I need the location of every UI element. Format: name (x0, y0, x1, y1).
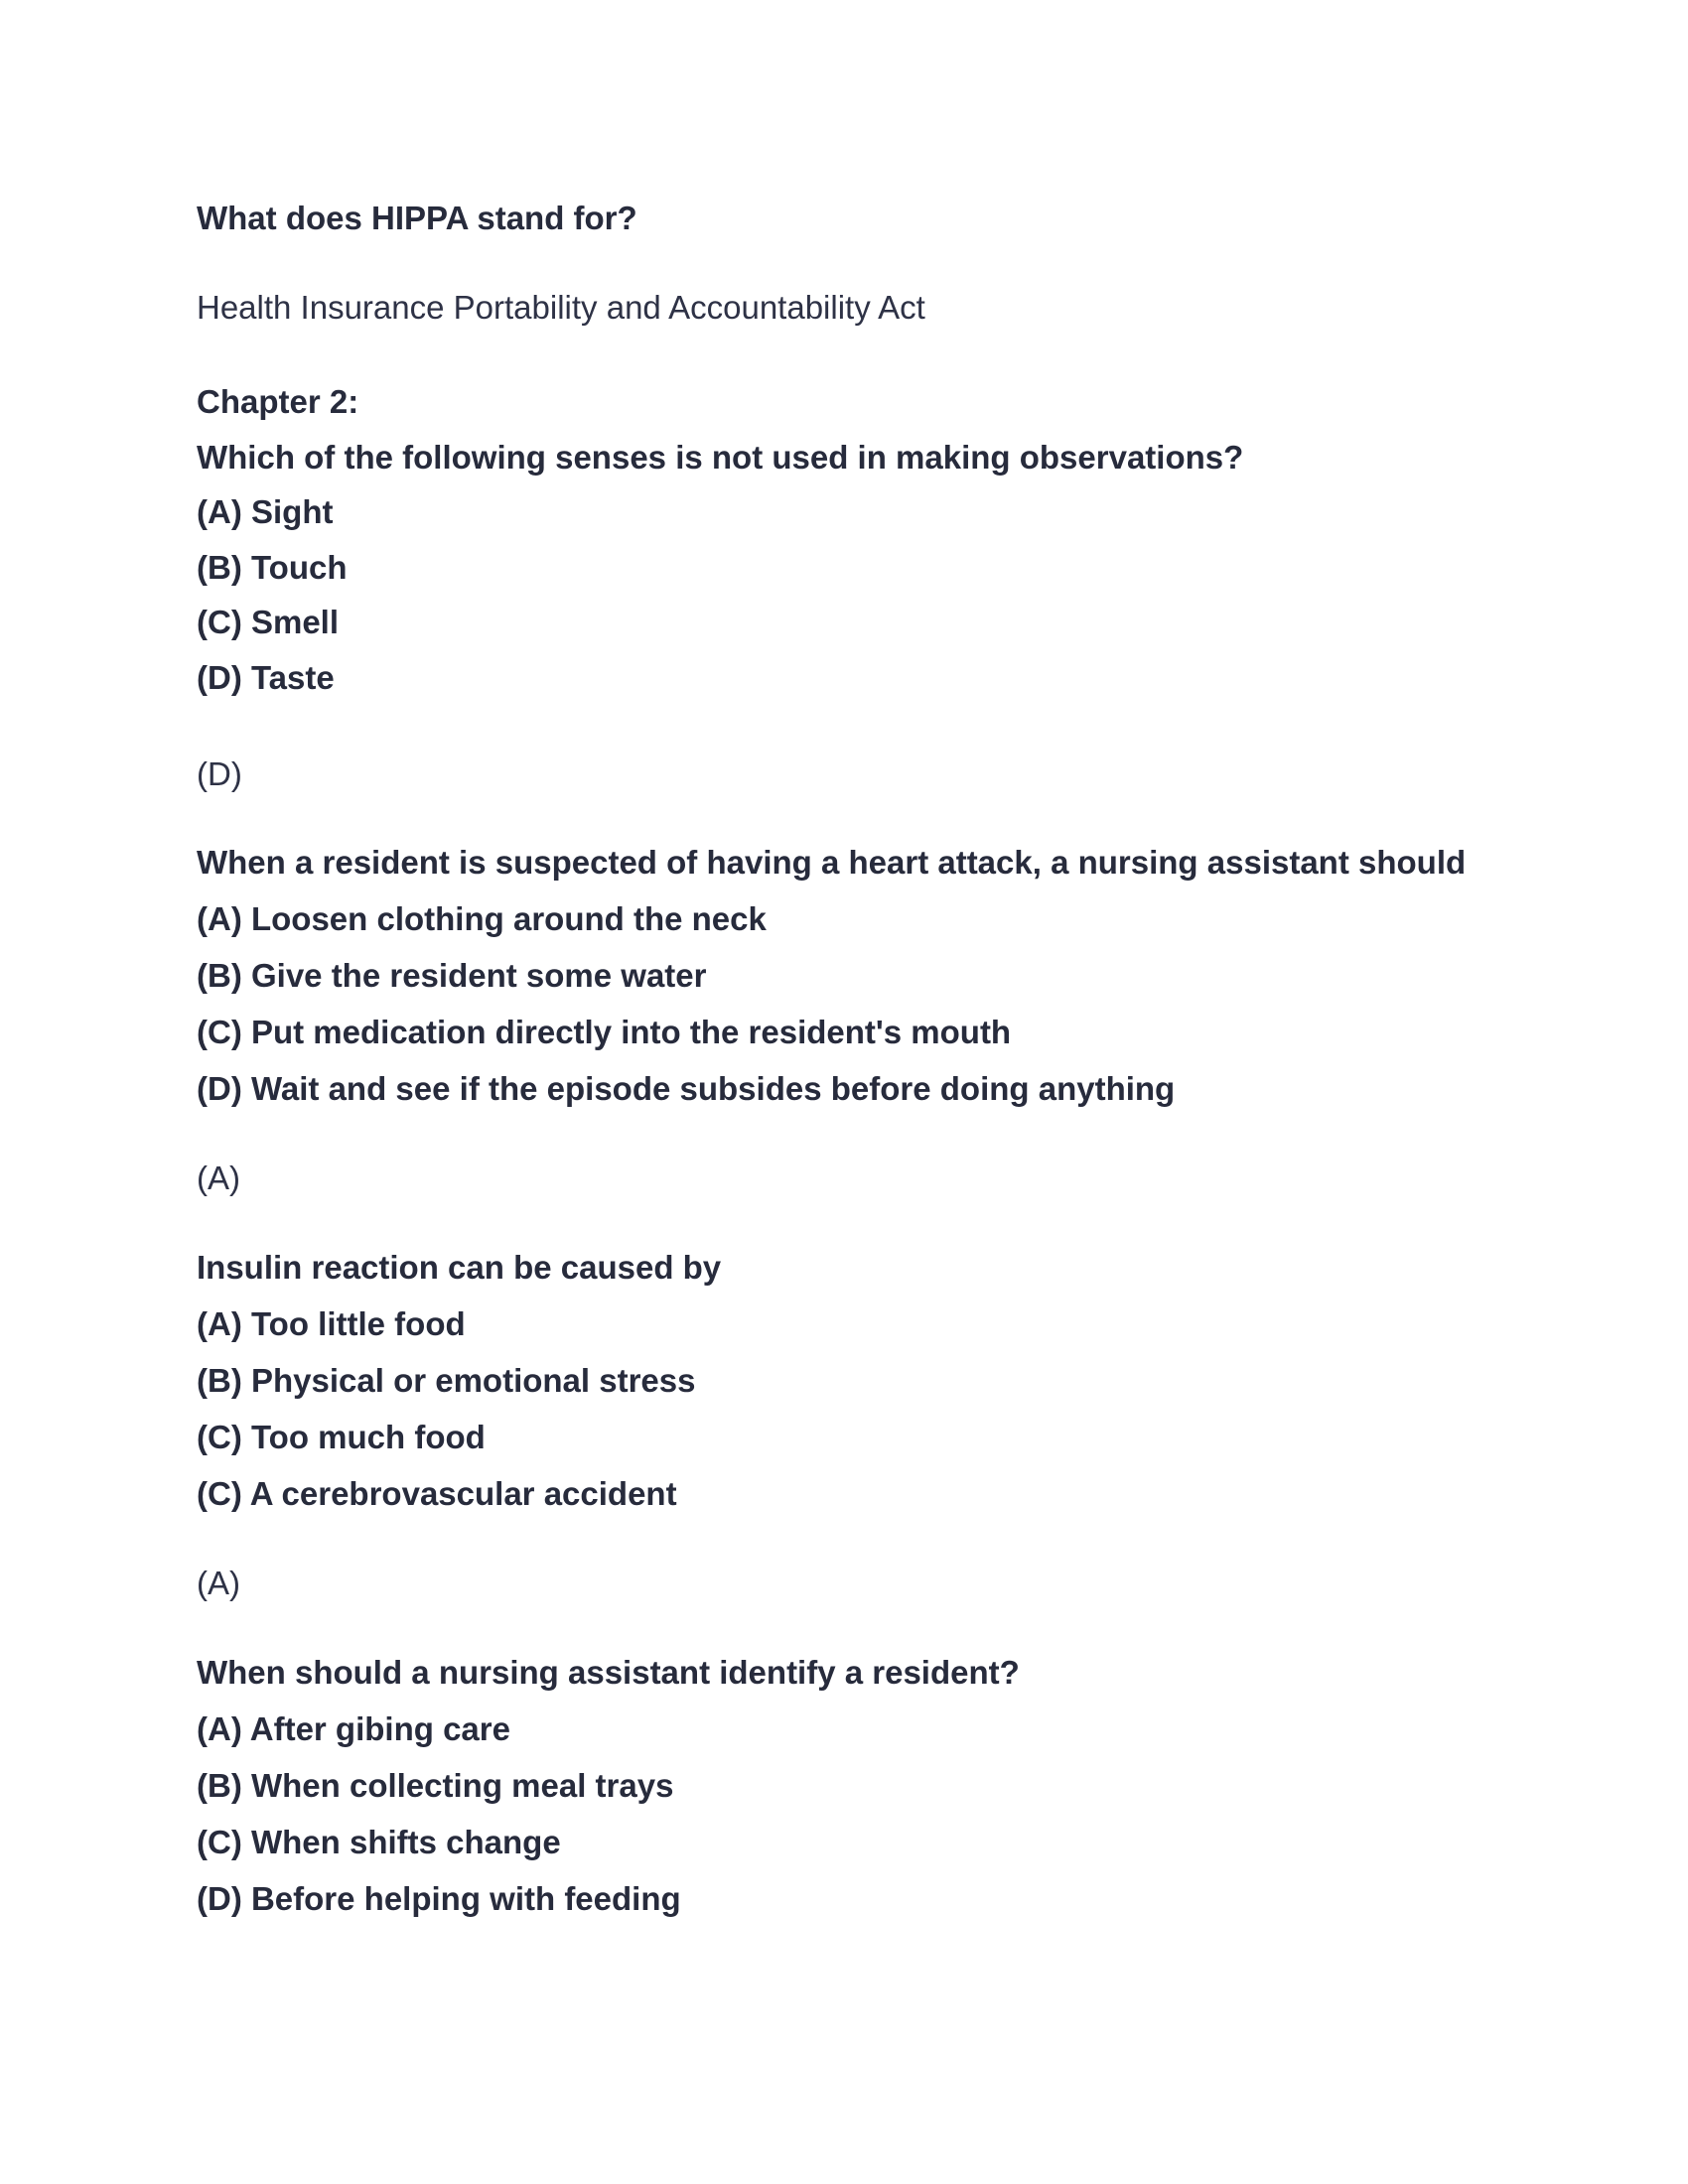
option-heart-attack-b: (B) Give the resident some water (197, 957, 707, 994)
option-senses-c: (C) Smell (197, 604, 340, 640)
chapter-heading: Chapter 2: (197, 383, 359, 420)
option-identify-b: (B) When collecting meal trays (197, 1767, 674, 1804)
option-senses-b: (B) Touch (197, 549, 348, 586)
option-heart-attack-c: (C) Put medication directly into the resident's mouth (197, 1014, 1012, 1050)
option-insulin-c2: (C) A cerebrovascular accident (197, 1475, 677, 1512)
question-identify-resident: When should a nursing assistant identify a resident? (197, 1654, 1020, 1691)
option-insulin-b: (B) Physical or emotional stress (197, 1362, 696, 1399)
answer-senses: (D) (197, 755, 242, 792)
option-senses-a: (A) Sight (197, 493, 334, 530)
option-identify-c: (C) When shifts change (197, 1824, 561, 1860)
option-identify-a: (A) After gibing care (197, 1710, 510, 1747)
question-senses: Which of the following senses is not used in making observations? (197, 439, 1244, 476)
option-insulin-a: (A) Too little food (197, 1305, 466, 1342)
answer-insulin: (A) (197, 1565, 240, 1601)
option-senses-d: (D) Taste (197, 659, 335, 696)
answer-hippa: Health Insurance Portability and Accountability Act (197, 289, 925, 326)
answer-heart-attack: (A) (197, 1160, 240, 1196)
option-insulin-c: (C) Too much food (197, 1419, 486, 1455)
question-insulin: Insulin reaction can be caused by (197, 1249, 722, 1286)
question-heart-attack: When a resident is suspected of having a heart attack, a nursing assistant should (197, 844, 1467, 881)
option-identify-d: (D) Before helping with feeding (197, 1880, 681, 1917)
question-hippa: What does HIPPA stand for? (197, 200, 637, 236)
option-heart-attack-d: (D) Wait and see if the episode subsides before doing anything (197, 1070, 1176, 1107)
option-heart-attack-a: (A) Loosen clothing around the neck (197, 900, 767, 937)
